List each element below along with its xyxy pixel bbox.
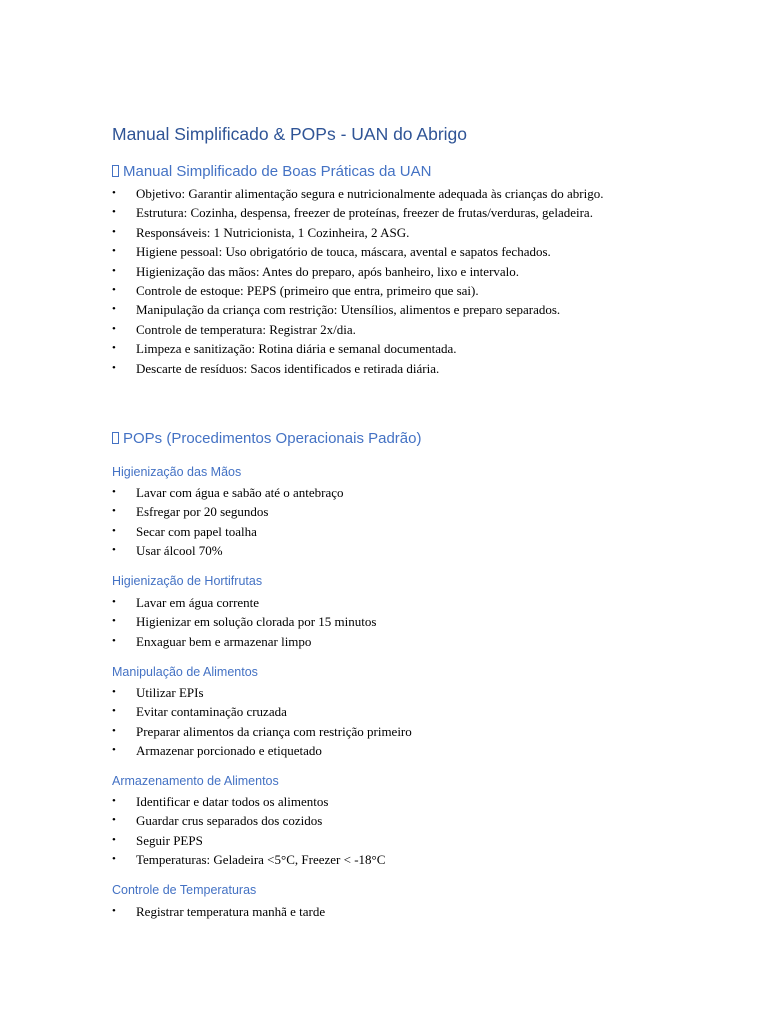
subsection-heading: Manipulação de Alimentos [112,665,258,679]
list-item [112,359,632,378]
subsection-heading: Controle de Temperaturas [112,883,257,897]
list-item [112,223,632,242]
bullet: • [112,206,116,219]
section-heading-manual [112,163,431,180]
list-item-text: Manipulação da criança com restrição: Utensílios, alimentos e preparo separados. [136,302,561,318]
bullet: • [112,814,116,827]
bullet: • [112,615,116,628]
list-item [112,722,632,741]
list-item-text: Esfregar por 20 segundos [136,504,269,520]
list-item [112,902,632,921]
bullet: • [112,486,116,498]
list-item-text: Higienizar em solução clorada por 15 minutos [136,614,377,630]
bullet: • [112,744,116,757]
list-item-text: Controle de estoque: PEPS (primeiro que entra, primeiro que sai). [136,283,479,299]
list-item-text: Estrutura: Cozinha, despensa, freezer de proteínas, freezer de frutas/verduras, geladeira. [136,205,593,221]
list-item [112,702,632,721]
bullet: • [112,724,116,737]
list-item-text: Enxaguar bem e armazenar limpo [136,633,312,649]
list-item [112,281,632,300]
list-item [112,184,632,203]
list-item-text: Descarte de resíduos: Sacos identificados e retirada diária. [136,360,440,376]
list-item [112,339,632,358]
list-item [112,811,632,830]
list-item-text: Lavar em água corrente [136,595,260,610]
list-item-text: Controle de temperatura: Registrar 2x/dia. [136,321,356,337]
list-item-text: Seguir PEPS [136,832,203,848]
list-item-text: Registrar temperatura manhã e tarde [136,904,326,919]
list-item [112,593,632,612]
list-item-text: Armazenar porcionado e etiquetado [136,743,322,759]
list-item-text: Guardar crus separados dos cozidos [136,813,323,829]
list-item-text: Evitar contaminação cruzada [136,704,287,720]
list-item-text: Preparar alimentos da criança com restrição primeiro [136,723,412,739]
list-item [112,203,632,222]
bullet: • [112,225,116,238]
list-item [112,262,632,281]
list-item-text: Usar álcool 70% [136,543,223,559]
list-item [112,792,632,811]
list-item-text: Limpeza e sanitização: Rotina diária e semanal documentada. [136,341,457,357]
bullet: • [112,795,116,807]
pop-list [112,792,632,870]
subsection-heading: Higienização das Mãos [112,465,242,479]
list-item [112,541,632,560]
placeholder-glyph-icon [112,165,119,177]
bullet: • [112,361,116,374]
list-item-text: Higienização das mãos: Antes do preparo, após banheiro, lixo e intervalo. [136,263,520,279]
list-item-text: Secar com papel toalha [136,523,257,539]
list-item [112,483,632,502]
list-item-text: Responsáveis: 1 Nutricionista, 1 Cozinheira, 2 ASG. [136,224,410,240]
list-item [112,522,632,541]
bullet: • [112,705,116,718]
bullet: • [112,905,116,917]
bullet: • [112,833,116,846]
pop-list [112,683,632,761]
list-item [112,683,632,702]
bullet: • [112,284,116,297]
list-item [112,850,632,869]
list-item-text: Identificar e datar todos os alimentos [136,794,329,809]
list-item [112,320,632,339]
bullet: • [112,245,116,258]
list-item-text: Objetivo: Garantir alimentação segura e nutricionalmente adequada às crianças do abrigo. [136,186,604,201]
pop-list [112,593,632,651]
bullet: • [112,596,116,608]
bullet: • [112,342,116,355]
pop-list [112,483,632,561]
bullet: • [112,634,116,647]
list-item-text: Higiene pessoal: Uso obrigatório de touca, máscara, avental e sapatos fechados. [136,244,551,260]
document-title: Manual Simplificado & POPs - UAN do Abrigo [112,124,468,144]
list-item-text: Lavar com água e sabão até o antebraço [136,485,344,500]
list-item [112,612,632,631]
list-item [112,632,632,651]
pop-list [112,902,632,921]
list-item-text: Temperaturas: Geladeira <5°C, Freezer < -18°C [136,852,386,868]
list-item [112,242,632,261]
bullet: • [112,686,116,698]
list-item [112,502,632,521]
section-heading-pops-text: POPs (Procedimentos Operacionais Padrão) [123,430,422,447]
bullet: • [112,524,116,537]
section-heading-manual-text: Manual Simplificado de Boas Práticas da UAN [123,163,432,180]
manual-list [112,184,632,378]
list-item [112,831,632,850]
subsection-heading: Higienização de Hortifrutas [112,574,263,588]
bullet: • [112,505,116,518]
list-item-text: Utilizar EPIs [136,685,204,700]
bullet: • [112,544,116,557]
bullet: • [112,322,116,335]
subsection-heading: Armazenamento de Alimentos [112,774,279,788]
list-item [112,300,632,319]
bullet: • [112,303,116,316]
section-heading-pops [112,430,421,447]
bullet: • [112,187,116,199]
list-item [112,741,632,760]
bullet: • [112,853,116,866]
placeholder-glyph-icon [112,432,119,444]
bullet: • [112,264,116,277]
